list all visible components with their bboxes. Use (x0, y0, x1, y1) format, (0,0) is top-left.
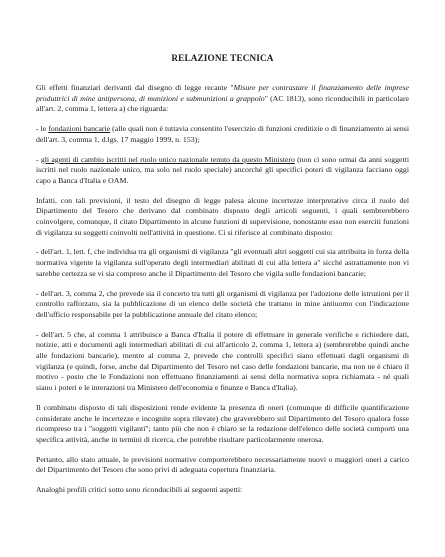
document-title: RELAZIONE TECNICA (171, 53, 274, 63)
bill-title: Misure per contrastare il finanziamento delle imprese produttrici di mine antipersona, di munizioni e submunizioni a grappolo (36, 83, 409, 103)
paragraph-fondazioni (36, 124, 409, 145)
paragraph-art5: - dell'art. 5 che, al comma 1 attribuisce a Banca d'Italia il potere di effettuare in generale verifiche e richiedere dati, notizie, atti e documenti agli intermediari abilitati di cui all'articolo 2, comma 1, lettera a) (sembrerebbe quindi anche alle fondazioni bancarie), mentre al comma 2, prevede che controlli specifici siano effettuati dagli organismi di vigilanza (e quindi, forse, anche dal Dipartimento del Tesoro nel caso delle fondazioni bancarie, ma non ne è chiaro il motivo - posto che le Fondazioni non effettuano finanziamenti ai sensi della normativa sopra richiamata - né quali siano i poteri e le interazioni tra Ministero dell'economia e finanze e Banca d'Italia). (36, 329, 409, 393)
paragraph-art1: - dell'art. 1, lett. f, che individua tra gli organismi di vigilanza "gli eventuali altri soggetti cui sia attribuita in forza della normativa vigente la vigilanza sull'operato degli intermediari abilitati di cui alla lettera a" sicché astrattamente non vi sarebbe certezza se vi sia compreso anche il Dipartimento del Tesoro che vigila sulle fondazioni bancarie; (36, 247, 409, 278)
intro-text-b: " (AC 1813), sono riconducibili in particolare all'art. 2, comma 1, lettera a) che riguarda: (36, 93, 409, 114)
paragraph-infatti: Infatti, con tali previsioni, il testo del disegno di legge palesa alcune incertezze interpretative circa il ruolo del Dipartimento del Tesoro che derivano dal combinato disposto degli articoli seguenti, i quali sembrerebbero coinvolgere, comunque, il citato Dipartimento in alcune funzioni di supervisione, nonostante esso non eserciti funzioni di vigilanza su soggetti coinvolti nell'attività in questione. Ci si riferisce al combinato disposto: (36, 195, 409, 237)
paragraph-art3: - dell'art. 3, comma 2, che prevede sia il concerto tra tutti gli organismi di vigilanza per l'adozione delle istruzioni per il controllo rafforzato, sia la pubblicazione di un elenco delle società che trattano in mine antiuomo con l'indicazione dell'ufficio responsabile per la pubblicazione annuale del citato elenco; (36, 288, 409, 319)
fondazioni-text: (alle quali non è tuttavia consentito l'esercizio di funzioni creditizie o di finanziamento ai sensi dell'art. 3, comma 1, d.lgs. 17 maggio 1999, n. 153); (36, 124, 409, 144)
list-dash: - le (36, 124, 49, 134)
agenti-text: (non ci sono ormai da anni soggetti iscritti nel ruolo nazionale unico, ma solo nel ruolo speciale) ancorché gli specifici poteri di vigilanza facciano oggi capo a Banca d'Italia e OAM. (36, 154, 410, 185)
paragraph-analoghi: Analoghi profili critici sotto sono riconducibili ai seguenti aspetti: (36, 485, 243, 495)
fondazioni-bancarie-term: fondazioni bancarie (48, 124, 111, 134)
intro-text-a: Gli effetti finanziari derivanti dal disegno di legge recante " (36, 83, 234, 92)
paragraph-intro (36, 83, 409, 115)
paragraph-pertanto: Pertanto, allo stato attuale, le previsioni normative comporterebbero necessariamente nuovi o maggiori oneri a carico del Dipartimento del Tesoro che sono privi di adeguata copertura finanziaria. (36, 454, 409, 475)
agenti-di-cambio-term: gli agenti di cambio iscritti nel ruolo unico nazionale tenuto da questo Ministero (40, 154, 295, 164)
paragraph-agenti (36, 155, 409, 187)
paragraph-combinato: Il combinato disposto di tali disposizioni rende evidente la presenza di oneri (comunque di difficile quantificazione considerate anche le incertezze e incognite sopra rilevate) che graverebbero sul Dipartimento del Tesoro qualora fosse ricompreso tra i "soggetti vigilanti"; tanto più che non è chiaro se la redazione dell'elenco delle società comporti una specifica attività, anche in termini di ricerca, che potrebbe risultare particolarmente onerosa. (36, 402, 409, 444)
list-dash: - (36, 154, 41, 164)
